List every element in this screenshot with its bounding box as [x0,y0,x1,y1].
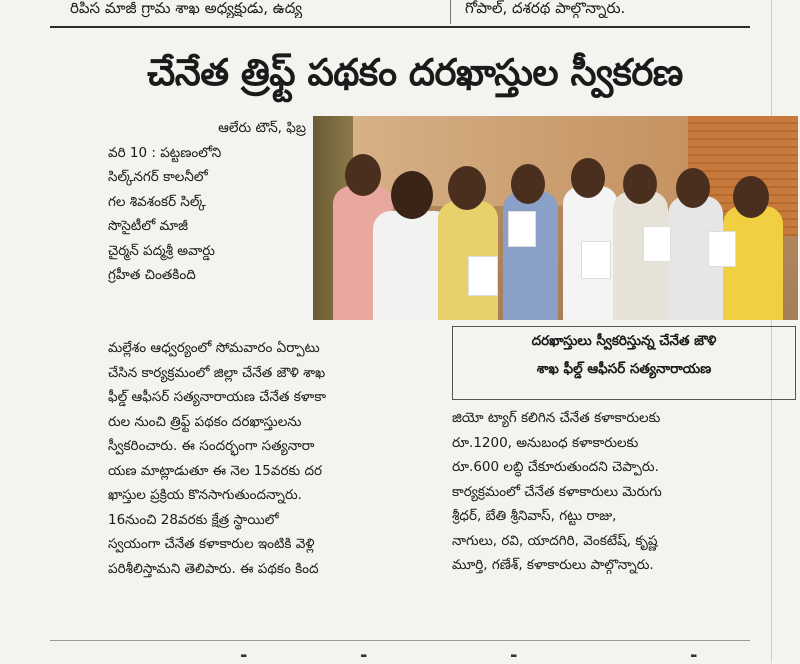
text-line: శ్రీధర్, బేతి శ్రీనివాస్, గట్టు రాజు, [452,508,617,524]
cut-off-text: - [360,645,368,664]
photo-person-head [345,154,381,196]
application-form [708,231,736,267]
application-form [581,241,611,279]
news-photo [313,116,798,320]
text-line: చైర్మన్ పద్మశ్రీ అవార్డు [108,242,215,259]
text-line: జియో ట్యాగ్ కలిగిన చేనేత కళాకారులకు [452,410,661,426]
text-line: రూ.600 లబ్ధి చేకూరుతుందని చెప్పారు. [452,459,659,475]
text-line: యణ మాట్లాడుతూ ఈ నెల 15వరకు దర [108,462,323,479]
cut-off-text: - [510,645,518,664]
cut-off-text: - [690,645,698,664]
photo-person-head [391,171,433,219]
text-line: గల శివశంకర్ సిల్క్ [108,193,206,210]
column-divider [450,0,451,24]
text-line: ఖాస్తుల ప్రక్రియ కొనసాగుతుందన్నారు. [108,487,302,503]
application-form [643,226,671,262]
previous-article-strip [50,0,750,28]
article-column-intro [108,116,306,336]
photo-person-head [623,164,657,204]
text-line: స్వీకరించారు. ఈ సందర్భంగా సత్యనారా [108,438,315,454]
application-form [468,256,498,296]
text-line: మల్లేశం ఆధ్వర్యంలో సోమవారం ఏర్పాటు [108,340,320,356]
caption-line: దరఖాస్తులు స్వీకరిస్తున్న చేనేత జౌళి [531,333,717,349]
photo-person-head [511,164,545,204]
text-line: సిల్క్‌నగర్ కాలనీలో [108,169,208,185]
cut-off-text: - [240,645,248,664]
text-line: నాగులు, రవి, యాదగిరి, వెంకటేష్, కృష్ణ [452,532,658,549]
photo-person-head [733,176,769,218]
article-column-continued [452,406,794,626]
caption-line: శాఖ ఫీల్డ్ ఆఫీసర్ సత్యనారాయణ [536,361,712,377]
text-line: కార్యక్రమంలో చేనేత కళాకారులు మెరుగు [452,483,662,500]
application-form [508,211,536,247]
text-line: ఫీల్డ్ ఆఫీసర్ సత్యనారాయణ చేనేత కళాకా [108,389,327,405]
text-line: ఆలేరు టౌన్, ఫిబ్ర [218,120,306,136]
article-column-body [108,336,446,626]
text-line: రుల నుంచి త్రిఫ్ట్ పథకం దరఖాస్తులను [108,413,302,430]
previous-article-right-text: గోపాల్, దశరథ పాల్గొన్నారు. [465,0,626,17]
text-line: పరిశీలిస్తామని తెలిపారు. ఈ పథకం కింద [108,560,319,577]
text-line: మూర్తి, గణేశ్, కళాకారులు పాల్గొన్నారు. [452,557,654,573]
photo-person-head [676,168,710,208]
text-line: గ్రహీత చింతకింది [108,267,196,283]
next-article-strip [50,640,750,664]
photo-person-head [571,158,605,198]
text-line: వరి 10 : పట్టణంలోని [108,144,222,161]
photo-person-head [448,166,486,210]
text-line: సొసైటీలో మాజీ [108,218,188,234]
news-article [50,116,760,626]
photo-caption [452,326,796,400]
text-line: రూ.1200, అనుబంధ కళాకారులకు [452,434,639,451]
text-line: స్వయంగా చేనేత కళాకారుల ఇంటికి వెళ్లి [108,536,315,552]
previous-article-left-text: రిపిస మాజీ గ్రామ శాఖ అధ్యక్షుడు, ఉద్య [70,0,303,17]
text-line: చేసిన కార్యక్రమంలో జిల్లా చేనేత జౌళి శాఖ [108,364,326,381]
article-headline: చేనేత త్రిఫ్ట్ పథకం దరఖాస్తుల స్వీకరణ [147,51,683,94]
text-line: 16నుంచి 28వరకు క్షేత్ర స్థాయిలో [108,511,279,528]
